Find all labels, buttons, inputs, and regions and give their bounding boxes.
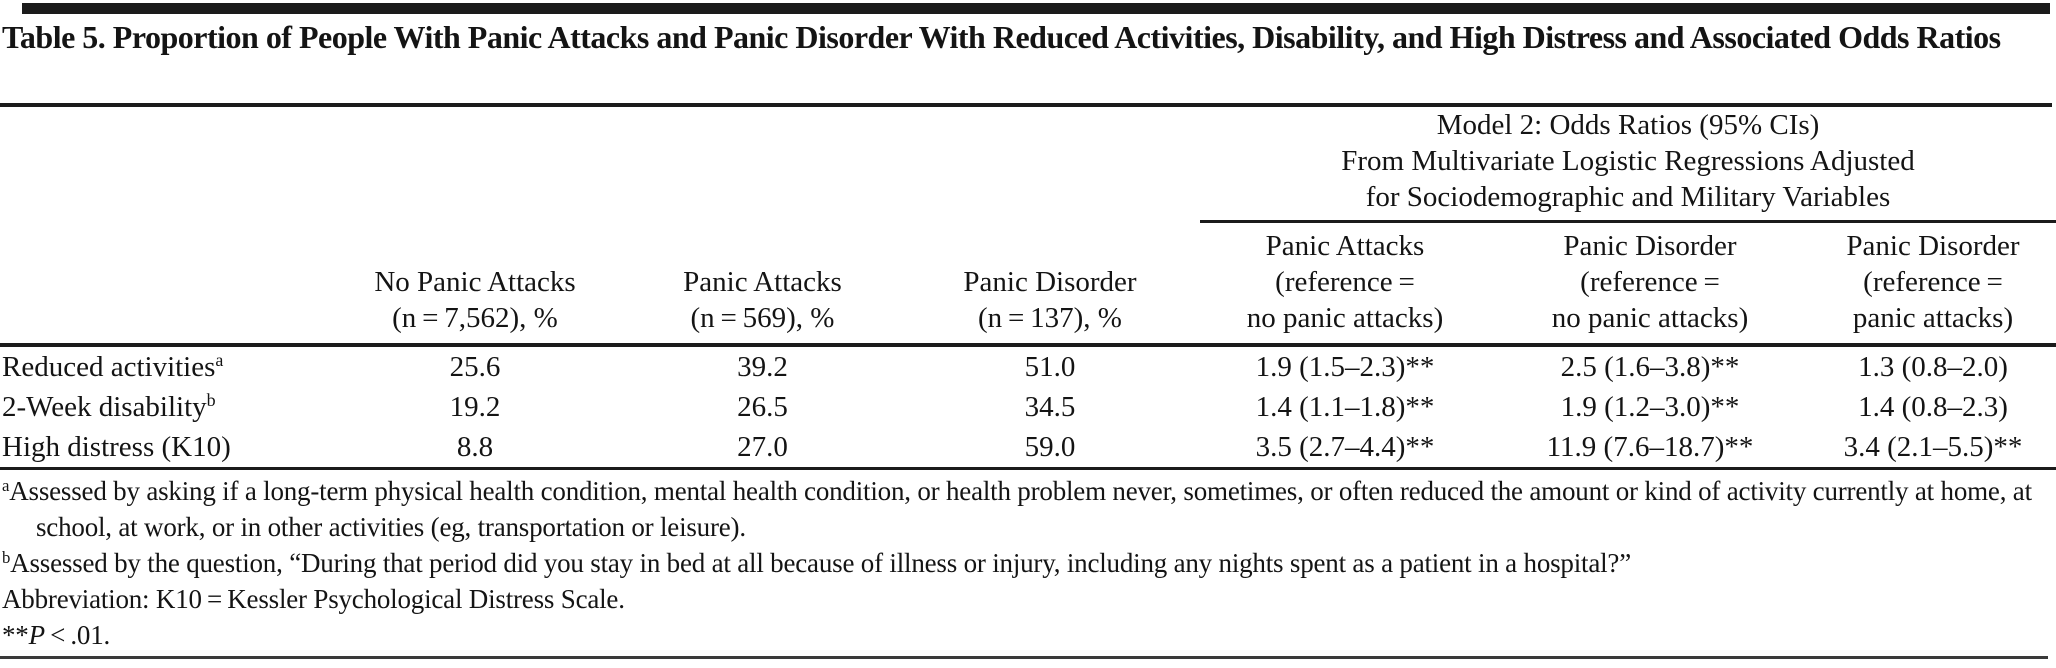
data-cell: 39.2: [737, 350, 788, 383]
header-line: (reference =: [1275, 266, 1415, 298]
significance-p: P: [28, 620, 45, 650]
data-cell: 3.4 (2.1–5.5)**: [1810, 427, 2056, 469]
spanner-line-3: for Sociodemographic and Military Variables: [1365, 181, 1891, 213]
header-line: (n = 7,562), %: [392, 302, 558, 334]
data-cell: 11.9 (7.6–18.7)**: [1490, 427, 1810, 469]
data-cell: 1.9 (1.5–2.3)**: [1255, 350, 1435, 383]
row-label-header-cell: [0, 222, 325, 346]
footnote-marker: a: [215, 349, 224, 370]
data-cell: 59.0: [900, 427, 1200, 469]
footnotes-block: [2, 473, 2052, 653]
header-line: Panic Disorder: [963, 266, 1137, 298]
data-cell: 26.5: [737, 390, 788, 423]
header-line: (reference =: [1863, 266, 2003, 298]
data-cell: 1.4 (1.1–1.8)**: [1255, 390, 1435, 423]
header-cell-or-panic-attacks: [1200, 222, 1490, 346]
footnote-b: [2, 545, 2052, 581]
header-line: panic attacks): [1852, 302, 2014, 334]
data-cell: 1.3 (0.8–2.0): [1858, 350, 2008, 383]
header-line: Panic Disorder: [1563, 230, 1737, 262]
footnote-b-text: Assessed by the question, “During that period did you stay in bed at all because of illness or injury, including any nights spent as a patient in a hospital?”: [10, 548, 1631, 578]
data-cell: 3.5 (2.7–4.4)**: [1200, 427, 1490, 469]
abbreviation-note: Abbreviation: K10 = Kessler Psychological Distress Scale.: [2, 584, 625, 614]
header-line: Panic Attacks: [1265, 230, 1425, 262]
spanner-line-1: Model 2: Odds Ratios (95% CIs): [1436, 109, 1820, 141]
header-line: (reference =: [1580, 266, 1720, 298]
data-table: [0, 107, 2056, 470]
spanner-line-2: From Multivariate Logistic Regressions Adjusted: [1341, 145, 1915, 177]
header-line: Panic Disorder: [1846, 230, 2020, 262]
row-label: [0, 427, 325, 469]
data-cell: 19.2: [449, 390, 501, 423]
header-line: Panic Attacks: [683, 266, 842, 298]
table-row-reduced-activities: [0, 345, 2056, 387]
significance-note: [2, 617, 2052, 653]
significance-threshold: < .01.: [44, 620, 111, 650]
header-line: (n = 137), %: [978, 302, 1122, 334]
row-label-text: High distress (K10): [2, 430, 231, 463]
row-label-text: Reduced activities: [2, 350, 216, 383]
header-line: (n = 569), %: [690, 302, 835, 334]
row-label-text: 2-Week disability: [2, 390, 207, 423]
row-label: [0, 387, 325, 427]
footnote-a-text: Assessed by asking if a long-term physical health condition, mental health condition, or health problem never, sometimes, or often reduced the amount or kind of activity currently at home, at school, at work, or in other activities (eg, transportation or leisure).: [9, 476, 2032, 542]
data-cell: 2.5 (1.6–3.8)**: [1560, 350, 1740, 383]
footnote-marker: b: [206, 389, 216, 410]
header-line: No Panic Attacks: [374, 266, 576, 298]
footnote-a-marker: a: [2, 475, 10, 495]
table-row-2-week-disability: [0, 387, 2056, 427]
header-cell-or-panic-disorder-vs-attacks: [1810, 222, 2056, 346]
header-cell-panic-disorder: [900, 222, 1200, 346]
footnote-b-marker: b: [2, 547, 11, 567]
top-rule-bar: [22, 3, 2050, 14]
data-cell: 51.0: [1024, 350, 1076, 383]
header-line: no panic attacks): [1551, 302, 1749, 334]
table-title: Table 5. Proportion of People With Panic Attacks and Panic Disorder With Reduced Activities, Disability, and High Distress and Associated Odds Ratios: [2, 19, 2001, 55]
significance-stars: **: [2, 620, 29, 650]
row-label: [0, 345, 325, 387]
spacer-cell: [0, 107, 1200, 222]
header-cell-or-panic-disorder-vs-none: [1490, 222, 1810, 346]
footnote-a: [2, 473, 2052, 545]
column-header-row: [0, 222, 2056, 346]
header-line: no panic attacks): [1246, 302, 1444, 334]
bottom-rule: [0, 656, 2048, 659]
data-cell: 27.0: [625, 427, 900, 469]
model2-spanner-header: [1200, 107, 2056, 222]
data-cell: 8.8: [325, 427, 625, 469]
data-cell: 1.4 (0.8–2.3): [1858, 390, 2008, 423]
spanner-header-row: [0, 107, 2056, 222]
header-cell-panic-attacks: [625, 222, 900, 346]
data-cell: 1.9 (1.2–3.0)**: [1560, 390, 1740, 423]
data-cell: 25.6: [449, 350, 501, 383]
header-cell-no-panic-attacks: [325, 222, 625, 346]
table-row-high-distress: [0, 427, 2056, 469]
data-cell: 34.5: [1024, 390, 1076, 423]
